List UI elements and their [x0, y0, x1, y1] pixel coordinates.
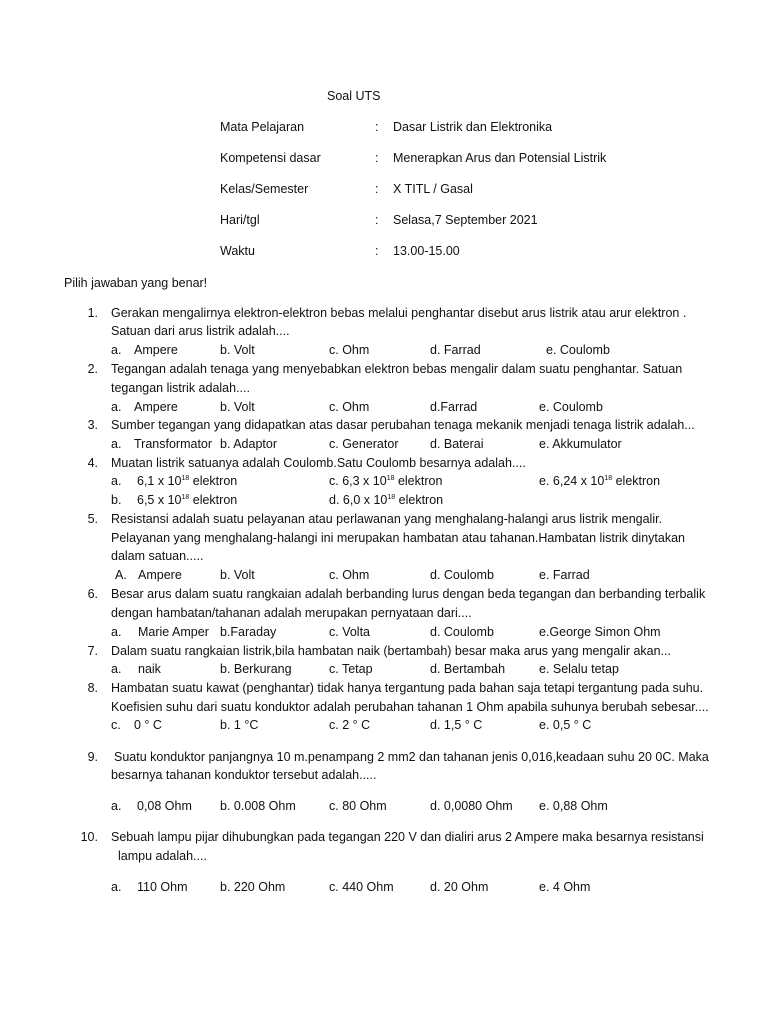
question-number: 9. [87, 750, 98, 764]
option-exponent: 18 [181, 475, 190, 482]
option-marker: a. [111, 474, 122, 488]
option: b. Volt [220, 568, 255, 582]
option: Transformator [134, 437, 213, 451]
option: c. Generator [329, 437, 399, 451]
option: d. Bertambah [430, 662, 506, 676]
question-text: Sebuah lampu pijar dihubungkan pada tegangan 220 V dan dialiri arus 2 Ampere maka besarnya resistansi [111, 830, 704, 844]
option: naik [138, 662, 161, 676]
header-label: Waktu [220, 244, 255, 258]
option: c. Tetap [329, 662, 373, 676]
header-value: Menerapkan Arus dan Potensial Listrik [393, 151, 607, 165]
question-text: Sumber tegangan yang didapatkan atas dasar perubahan tenaga mekanik menjadi tenaga listrik adalah... [111, 418, 695, 432]
header-label: Kelas/Semester [220, 182, 309, 196]
option: Ampere [138, 568, 182, 582]
header-label: Mata Pelajaran [220, 120, 305, 134]
option-marker: a. [111, 625, 122, 639]
option: c. 440 Ohm [329, 880, 394, 894]
question-text: Muatan listrik satuanya adalah Coulomb.Satu Coulomb besarnya adalah.... [111, 456, 526, 470]
option-marker: b. [111, 493, 122, 507]
question-text: dengan hambatan/tahanan adalah merupakan pernyataan dari.... [111, 606, 472, 620]
question-number: 6. [87, 587, 98, 601]
option: c. Ohm [329, 343, 370, 357]
question-text: besarnya tahanan konduktor tersebut adalah..... [111, 768, 377, 782]
option-unit: elektron [395, 493, 444, 507]
option-text: d. 6,0 x 10 [329, 493, 388, 507]
question-number: 2. [87, 362, 98, 376]
option: 0,08 Ohm [137, 799, 192, 813]
option-marker: a. [111, 343, 122, 357]
option-unit: elektron [189, 474, 238, 488]
header-separator: : [375, 213, 379, 227]
page-title: Soal UTS [327, 89, 381, 103]
option: b. 220 Ohm [220, 880, 286, 894]
question-text: Koefisien suhu dari suatu konduktor adalah perubahan tahanan 1 Ohm apabila suhunya berubah sebesar.... [111, 700, 709, 714]
option: d. Baterai [430, 437, 484, 451]
option-marker: a. [111, 880, 122, 894]
option-unit: elektron [612, 474, 661, 488]
option: Ampere [134, 343, 178, 357]
question-number: 4. [87, 456, 98, 470]
question-text: Pelayanan yang menghalang-halangi ini merupakan hambatan atau tahanan.Hambatan listrik dinytakan [111, 531, 685, 545]
question-number: 1. [87, 306, 98, 320]
option-exponent: 18 [181, 494, 190, 501]
option: e.George Simon Ohm [539, 625, 661, 639]
option: e. Coulomb [546, 343, 610, 357]
question-text: Tegangan adalah tenaga yang menyebabkan elektron bebas mengalir dalam suatu penghantar. Satuan [111, 362, 683, 376]
question-text: Besar arus dalam suatu rangkaian adalah berbanding lurus dengan beda tegangan dan berbanding terbalik [111, 587, 706, 601]
option: d. Coulomb [430, 625, 494, 639]
option-unit: elektron [394, 474, 443, 488]
question-text: Hambatan suatu kawat (penghantar) tidak hanya tergantung pada bahan saja tetapi tergantung pada suhu. [111, 681, 704, 695]
option: c. Ohm [329, 568, 370, 582]
option: 110 Ohm [137, 880, 188, 894]
option: d. 1,5 ° C [430, 718, 483, 732]
option: 0 ° C [134, 718, 162, 732]
option: e. Selalu tetap [539, 662, 619, 676]
header-label: Kompetensi dasar [220, 151, 321, 165]
question-number: 7. [87, 644, 98, 658]
option [329, 472, 442, 490]
question-text: Dalam suatu rangkaian listrik,bila hambatan naik (bertambah) besar maka arus yang mengalir akan... [111, 644, 672, 658]
option: c. 2 ° C [329, 718, 371, 732]
option: e. 4 Ohm [539, 880, 591, 894]
option [539, 472, 660, 490]
question-number: 10. [80, 830, 98, 844]
question-text: dalam satuan..... [111, 549, 204, 563]
option-marker: a. [111, 799, 122, 813]
option: Ampere [134, 400, 178, 414]
option-marker: a. [111, 400, 122, 414]
option: b. 1 °C [220, 718, 259, 732]
question-text: Suatu konduktor panjangnya 10 m.penampang 2 mm2 dan tahanan jenis 0,016,keadaan suhu 20 0C. Maka [114, 750, 709, 764]
header-value: Selasa,7 September 2021 [393, 213, 538, 227]
option: c. Volta [329, 625, 370, 639]
question-text: tegangan listrik adalah.... [111, 381, 250, 395]
option-exponent: 18 [387, 494, 396, 501]
option: e. Coulomb [539, 400, 603, 414]
question-text: Gerakan mengalirnya elektron-elektron bebas melalui penghantar disebut arus listrik atau arur elektron . [111, 306, 687, 320]
option: e. 0,88 Ohm [539, 799, 608, 813]
header-separator: : [375, 151, 379, 165]
header-separator: : [375, 120, 379, 134]
question-text: Satuan dari arus listrik adalah.... [111, 324, 290, 338]
header-value: Dasar Listrik dan Elektronika [393, 120, 553, 134]
option-text: 6,5 x 10 [137, 493, 182, 507]
option [137, 491, 237, 509]
option: c. Ohm [329, 400, 370, 414]
question-text: Resistansi adalah suatu pelayanan atau perlawanan yang menghalang-halangi arus listrik mengalir. [111, 512, 663, 526]
option: b. 0.008 Ohm [220, 799, 296, 813]
option-marker: a. [111, 437, 122, 451]
option: b.Faraday [220, 625, 277, 639]
option: d. Farrad [430, 343, 481, 357]
header-separator: : [375, 244, 379, 258]
option: b. Berkurang [220, 662, 292, 676]
option: d. Coulomb [430, 568, 494, 582]
option: e. Akkumulator [539, 437, 622, 451]
instruction: Pilih jawaban yang benar! [64, 276, 208, 290]
option: b. Adaptor [220, 437, 277, 451]
option: d. 0,0080 Ohm [430, 799, 513, 813]
option: d.Farrad [430, 400, 478, 414]
header-separator: : [375, 182, 379, 196]
option-text: 6,1 x 10 [137, 474, 182, 488]
option: e. 0,5 ° C [539, 718, 592, 732]
option-text: c. 6,3 x 10 [329, 474, 387, 488]
option-marker: a. [111, 662, 122, 676]
option: Marie Amper [138, 625, 209, 639]
question-number: 8. [87, 681, 98, 695]
option: e. Farrad [539, 568, 590, 582]
option: b. Volt [220, 400, 255, 414]
header-label: Hari/tgl [220, 213, 260, 227]
option-exponent: 18 [604, 475, 613, 482]
option [329, 491, 443, 509]
option-text: e. 6,24 x 10 [539, 474, 605, 488]
question-text: lampu adalah.... [118, 849, 207, 863]
option: c. 80 Ohm [329, 799, 387, 813]
header-value: 13.00-15.00 [393, 244, 460, 258]
option: b. Volt [220, 343, 255, 357]
option-exponent: 18 [386, 475, 395, 482]
option-marker: c. [111, 718, 121, 732]
option: d. 20 Ohm [430, 880, 489, 894]
question-number: 5. [87, 512, 98, 526]
option-marker: A. [115, 568, 127, 582]
header-value: X TITL / Gasal [393, 182, 473, 196]
question-number: 3. [87, 418, 98, 432]
option [137, 472, 237, 490]
option-unit: elektron [189, 493, 238, 507]
